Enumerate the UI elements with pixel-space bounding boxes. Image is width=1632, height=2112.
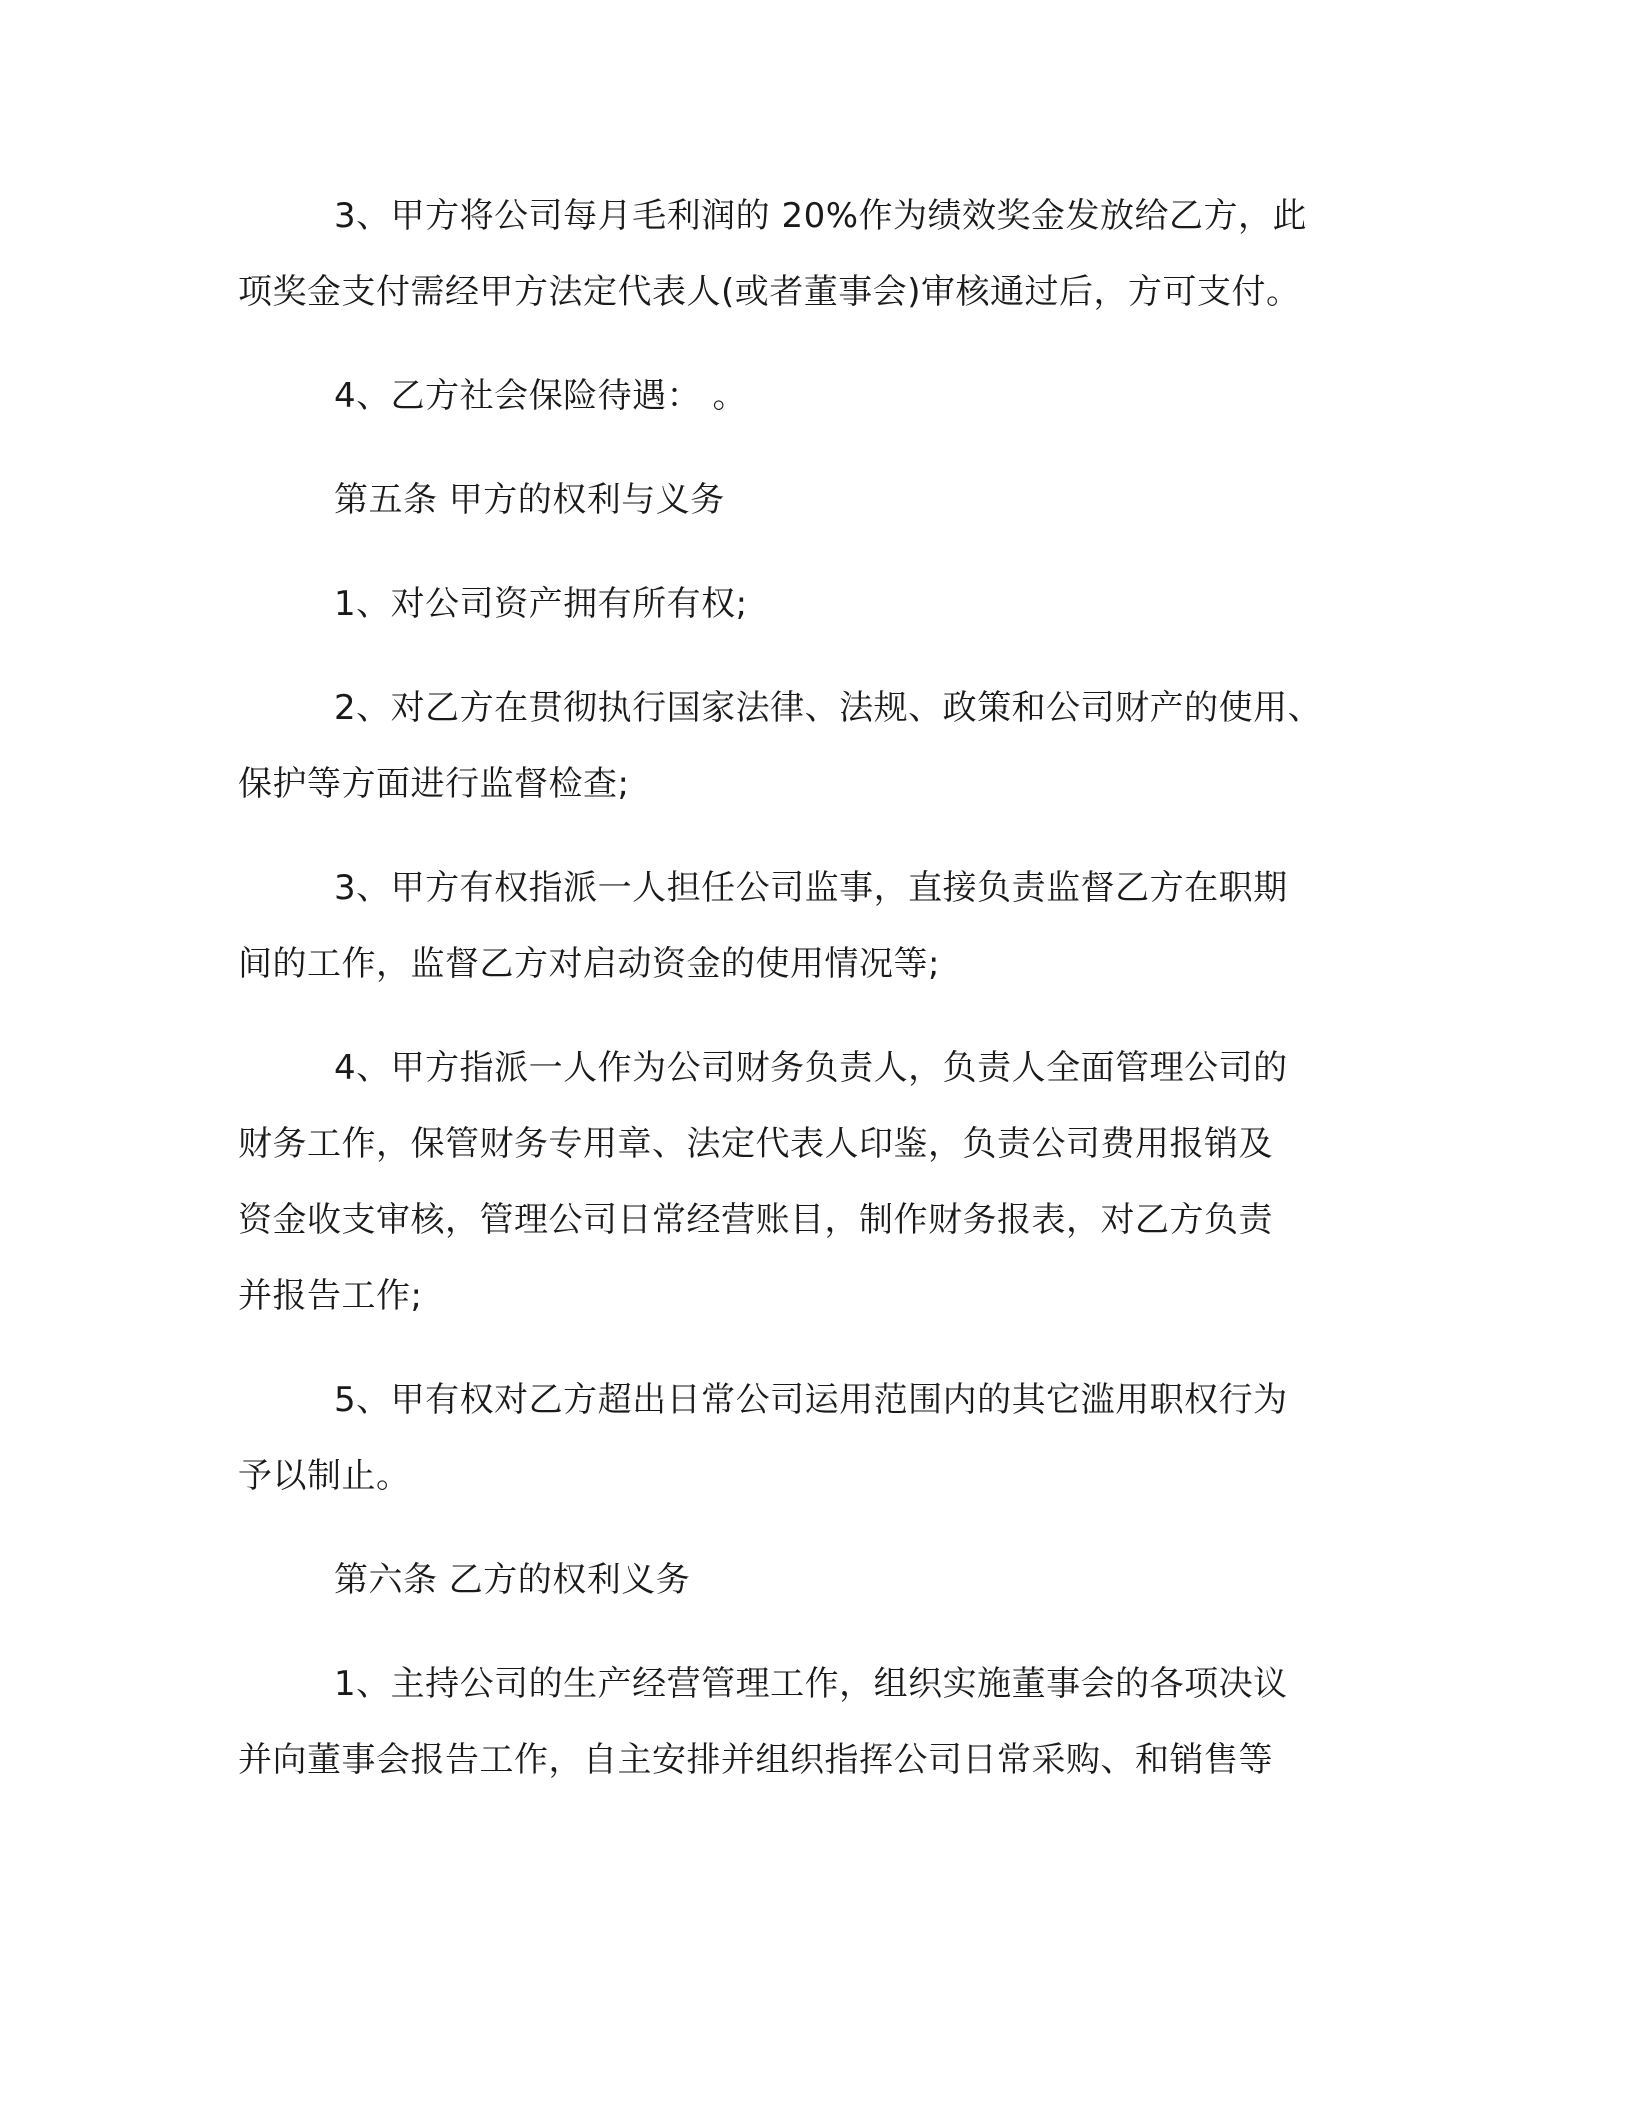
- paragraph-insurance: [238, 358, 1388, 434]
- paragraph-article6-item1: [238, 1646, 1388, 1798]
- text-line: 并向董事会报告工作，自主安排并组织指挥公司日常采购、和销售等: [238, 1740, 1273, 1780]
- text-line: 3、甲方有权指派一人担任公司监事，直接负责监督乙方在职期: [334, 868, 1288, 908]
- paragraph-bonus: [238, 178, 1388, 330]
- paragraph-article5-item4: [238, 1030, 1388, 1334]
- text-line: 1、主持公司的生产经营管理工作，组织实施董事会的各项决议: [334, 1664, 1288, 1704]
- heading-text: 第五条 甲方的权利与义务: [334, 480, 725, 520]
- text-line: 财务工作，保管财务专用章、法定代表人印鉴，负责公司费用报销及: [238, 1124, 1273, 1164]
- section-heading-article-6: [238, 1542, 1388, 1618]
- paragraph-article5-item5: [238, 1362, 1388, 1514]
- text-line: 资金收支审核，管理公司日常经营账目，制作财务报表，对乙方负责: [238, 1200, 1273, 1240]
- heading-text: 第六条 乙方的权利义务: [334, 1560, 691, 1600]
- text-line: 项奖金支付需经甲方法定代表人(或者董事会)审核通过后，方可支付。: [238, 272, 1301, 312]
- text-line: 1、对公司资产拥有所有权;: [334, 584, 748, 624]
- text-line: 间的工作，监督乙方对启动资金的使用情况等;: [238, 944, 940, 984]
- text-line: 2、对乙方在贯彻执行国家法律、法规、政策和公司财产的使用、: [334, 688, 1323, 728]
- text-line: 4、乙方社会保险待遇： 。: [334, 376, 747, 416]
- paragraph-article5-item1: [238, 566, 1388, 642]
- text-line: 4、甲方指派一人作为公司财务负责人，负责人全面管理公司的: [334, 1048, 1288, 1088]
- paragraph-article5-item2: [238, 670, 1388, 822]
- text-line: 保护等方面进行监督检查;: [238, 764, 630, 804]
- section-heading-article-5: [238, 462, 1388, 538]
- text-line: 予以制止。: [238, 1456, 411, 1496]
- text-line: 5、甲有权对乙方超出日常公司运用范围内的其它滥用职权行为: [334, 1380, 1288, 1420]
- paragraph-article5-item3: [238, 850, 1388, 1002]
- text-line: 并报告工作;: [238, 1276, 423, 1316]
- text-line: 3、甲方将公司每月毛利润的 20%作为绩效奖金发放给乙方，此: [334, 196, 1308, 236]
- document-body: [238, 178, 1388, 1826]
